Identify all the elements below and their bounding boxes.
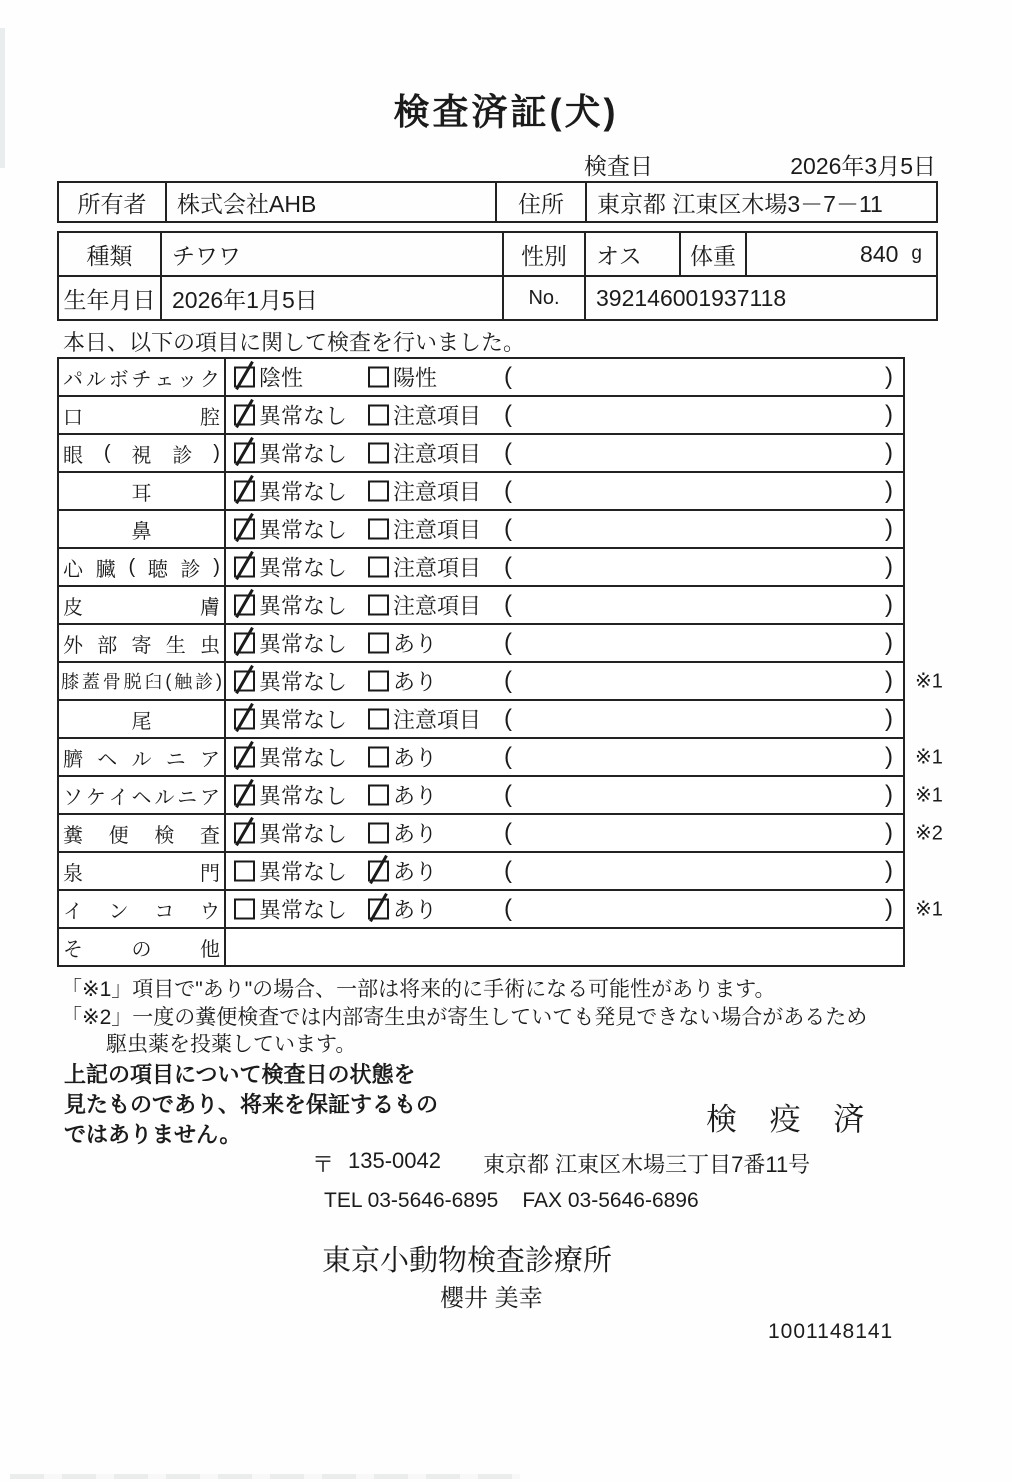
option2: [368, 628, 437, 659]
paren-close: ): [885, 439, 893, 466]
checkbox-caution: [368, 443, 389, 464]
checkbox-present: [368, 671, 389, 692]
inspection-row-parvo: [57, 357, 905, 397]
address-label: 住所: [497, 183, 587, 221]
inspection-row-skin: [57, 585, 905, 625]
option2-label: 注意項目: [393, 441, 482, 467]
checkbox-present: [368, 633, 389, 654]
paren-open: (: [504, 743, 512, 770]
paren-close: ): [885, 363, 893, 390]
item-label: 糞 便 検 査: [63, 824, 220, 847]
fax-number: FAX 03-5646-6896: [522, 1189, 699, 1212]
checkbox-normal: [234, 823, 255, 844]
inspection-row-other: [57, 927, 905, 967]
option2: [368, 362, 437, 393]
paren-close: ): [885, 781, 893, 808]
disclaimer-line2: 見たものであり、将来を保証するもの: [64, 1092, 439, 1117]
breed-value: チワワ: [162, 233, 504, 275]
paren-open: (: [504, 667, 512, 694]
option2-label: あり: [393, 821, 438, 847]
checkbox-caution: [368, 481, 389, 502]
birthdate-value: 2026年1月5日: [162, 277, 504, 319]
item-label: 外 部 寄 生 虫: [63, 634, 220, 657]
paren-close: ): [885, 743, 893, 770]
item-label: 皮 膚: [63, 596, 220, 619]
paren-close: ): [885, 857, 893, 884]
footnote-1: 「※1」項目で"あり"の場合、一部は将来的に手術になる可能性があります。: [61, 978, 776, 1001]
inspection-row-inguinal-hernia: [57, 775, 943, 815]
paren-open: (: [504, 515, 512, 542]
inspection-row-heart: [57, 547, 905, 587]
item-label: そ の 他: [63, 938, 220, 961]
serial-number: 1001148141: [768, 1320, 894, 1343]
remark-note1: ※1: [915, 746, 943, 769]
checkbox-caution: [368, 709, 389, 730]
paren-close: ): [885, 667, 893, 694]
inspection-row-patella: [57, 661, 943, 701]
pet-table-row-2: [59, 275, 936, 319]
checkbox-normal: [234, 443, 255, 464]
weight-value: [747, 233, 936, 275]
checkbox-normal: [234, 861, 255, 882]
item-label: 心 臓 ( 聴 診 ): [63, 555, 220, 581]
clinic-name: 東京小動物検査診療所: [322, 1245, 613, 1277]
no-value: 392146001937118: [596, 284, 787, 311]
paren-open: (: [504, 705, 512, 732]
checkbox-caution: [368, 557, 389, 578]
remark-note1: ※1: [915, 898, 943, 921]
paren-open: (: [504, 363, 512, 390]
inspection-row-fecal-exam: [57, 813, 943, 853]
checkbox-normal: [234, 481, 255, 502]
pet-table: [57, 231, 938, 321]
option1-label: 異常なし: [259, 555, 348, 581]
birthdate-label: 生年月日: [59, 277, 162, 319]
option2: [368, 590, 481, 621]
item-label: イ ン コ ウ: [63, 900, 220, 923]
paren-open: (: [504, 477, 512, 504]
inspection-row-umbilical-hernia: [57, 737, 943, 777]
tel-fax-line: [324, 1189, 699, 1213]
postal-mark: 〒: [312, 1152, 335, 1177]
item-label: ソ ケ イ ヘ ル ニ ア: [63, 786, 220, 809]
item-label: 鼻: [131, 520, 152, 543]
option1: [234, 552, 347, 583]
option2-label: 注意項目: [393, 479, 482, 505]
owner-table: [57, 181, 938, 223]
paren-open: (: [504, 895, 512, 922]
option2: [368, 780, 437, 811]
weight-label: 体重: [681, 233, 747, 275]
remark-note2: ※2: [915, 822, 943, 845]
paren-close: ): [885, 477, 893, 504]
option2-label: 注意項目: [393, 555, 482, 581]
paren-close: ): [885, 629, 893, 656]
option1-label: 異常なし: [259, 745, 348, 771]
owner-label: 所有者: [59, 183, 167, 221]
item-label: 眼 ( 視 診 ): [63, 441, 220, 467]
option2: [368, 514, 481, 545]
other-empty-cell: [226, 929, 903, 965]
option2-label: 注意項目: [393, 403, 482, 429]
option1: [234, 362, 303, 393]
option2: [368, 552, 481, 583]
checkbox-normal: [234, 519, 255, 540]
checkbox-present: [368, 899, 389, 920]
option1: [234, 476, 347, 507]
item-label: 臍 ヘ ル ニ ア: [63, 748, 220, 771]
checkbox-normal: [234, 899, 255, 920]
paren-open: (: [504, 629, 512, 656]
option2-label: あり: [393, 745, 438, 771]
clinic-address: 東京都 江東区木場三丁目7番11号: [483, 1152, 811, 1177]
item-label: 尾: [131, 710, 152, 733]
option1-label: 異常なし: [259, 783, 348, 809]
checkbox-normal: [234, 671, 255, 692]
checkbox-caution: [368, 519, 389, 540]
option2: [368, 400, 481, 431]
option1: [234, 438, 347, 469]
no-label: No.: [504, 277, 586, 319]
pet-table-row-1: [59, 233, 936, 275]
checkbox-normal: [234, 633, 255, 654]
option2: [368, 438, 481, 469]
clinic-address-line: [312, 1148, 810, 1179]
option2-label: あり: [393, 631, 438, 657]
remark-note1: ※1: [915, 784, 943, 807]
option1: [234, 894, 347, 925]
owner-value: 株式会社AHB: [167, 183, 497, 221]
option2: [368, 476, 481, 507]
option1-label: 異常なし: [259, 669, 348, 695]
checkbox-positive: [368, 367, 389, 388]
inspection-row-nose: [57, 509, 905, 549]
inspection-row-tail: [57, 699, 905, 739]
paren-close: ): [885, 705, 893, 732]
inspection-date-row: [57, 148, 938, 179]
option1-label: 異常なし: [259, 859, 348, 885]
checkbox-caution: [368, 595, 389, 616]
item-label: 泉 門: [63, 862, 220, 885]
footnote-2-continued: 駆虫薬を投薬しています。: [106, 1033, 357, 1056]
option2: [368, 704, 481, 735]
tel-number: TEL 03-5646-6895: [324, 1189, 499, 1212]
option2: [368, 666, 437, 697]
option1-label: 異常なし: [259, 821, 348, 847]
option1: [234, 514, 347, 545]
option2: [368, 856, 437, 887]
weight-unit: g: [911, 243, 922, 264]
option1: [234, 856, 347, 887]
paren-open: (: [504, 553, 512, 580]
paren-open: (: [504, 781, 512, 808]
checkbox-present: [368, 785, 389, 806]
checkbox-present: [368, 823, 389, 844]
inspection-row-external-parasites: [57, 623, 905, 663]
paren-open: (: [504, 439, 512, 466]
scan-artifact: [10, 1474, 520, 1479]
inspection-row-oral: [57, 395, 905, 435]
option1-label: 異常なし: [259, 403, 348, 429]
option2: [368, 894, 437, 925]
option2: [368, 742, 437, 773]
option1: [234, 400, 347, 431]
option1: [234, 780, 347, 811]
paren-close: ): [885, 819, 893, 846]
option1: [234, 704, 347, 735]
postal-code: 135-0042: [348, 1148, 441, 1173]
option1-label: 異常なし: [259, 593, 348, 619]
checkbox-normal: [234, 405, 255, 426]
paren-close: ): [885, 515, 893, 542]
option1-label: 異常なし: [259, 631, 348, 657]
inspection-row-ears: [57, 471, 905, 511]
paren-open: (: [504, 591, 512, 618]
remark-note1: ※1: [915, 670, 943, 693]
sex-value: オス: [586, 233, 681, 275]
paren-open: (: [504, 819, 512, 846]
footnote-2: 「※2」一度の糞便検査では内部寄生虫が寄生していても発見できない場合があるため: [61, 1006, 868, 1029]
disclaimer-line1: 上記の項目について検査日の状態を: [64, 1062, 416, 1087]
inspection-row-fontanelle: [57, 851, 905, 891]
address-value: 東京都 江東区木場3－7－11: [597, 190, 883, 217]
veterinarian-name: 櫻井 美幸: [440, 1285, 543, 1312]
checkbox-present: [368, 861, 389, 882]
weight-number: 840: [860, 240, 899, 267]
paren-open: (: [504, 857, 512, 884]
inspection-date-label: 検査日: [584, 153, 653, 179]
option2-label: 注意項目: [393, 517, 482, 543]
paren-close: ): [885, 401, 893, 428]
option2: [368, 818, 437, 849]
page-title: 検査済証(犬): [393, 91, 619, 132]
disclaimer-line3: ではありません。: [64, 1122, 242, 1147]
paren-open: (: [504, 401, 512, 428]
paren-close: ): [885, 553, 893, 580]
option2-label: 注意項目: [393, 593, 482, 619]
paren-close: ): [885, 895, 893, 922]
option1-label: 異常なし: [259, 479, 348, 505]
option1-label: 異常なし: [259, 707, 348, 733]
checkbox-normal: [234, 557, 255, 578]
option1: [234, 742, 347, 773]
item-label: パ ル ボ チ ェ ッ ク: [63, 368, 220, 391]
option2-label: あり: [393, 783, 438, 809]
sex-label: 性別: [504, 233, 586, 275]
option1: [234, 818, 347, 849]
checkbox-normal: [234, 785, 255, 806]
option1: [234, 628, 347, 659]
paren-close: ): [885, 591, 893, 618]
option2-label: 陽性: [393, 365, 438, 391]
option1-label: 異常なし: [259, 517, 348, 543]
checkbox-normal: [234, 595, 255, 616]
breed-label: 種類: [59, 233, 162, 275]
option2-label: あり: [393, 669, 438, 695]
option1: [234, 666, 347, 697]
item-label: 口 腔: [63, 406, 220, 429]
checkbox-normal: [234, 709, 255, 730]
inspection-date-value: 2026年3月5日: [790, 153, 936, 179]
checkbox-negative: [234, 367, 255, 388]
option2-label: あり: [393, 859, 438, 885]
option1-label: 異常なし: [259, 897, 348, 923]
item-label: 耳: [131, 482, 152, 505]
option1: [234, 590, 347, 621]
option2-label: 注意項目: [393, 707, 482, 733]
inspection-row-inkou: [57, 889, 943, 929]
disclaimer: [64, 1060, 438, 1150]
inspection-table: [57, 357, 943, 967]
checkbox-present: [368, 747, 389, 768]
option1-label: 異常なし: [259, 441, 348, 467]
checkbox-caution: [368, 405, 389, 426]
inspection-row-eyes: [57, 433, 905, 473]
intro-sentence: 本日、以下の項目に関して検査を行いました。: [63, 330, 526, 355]
option1-label: 陰性: [259, 365, 304, 391]
quarantine-stamp: 検 疫 済: [706, 1102, 877, 1137]
item-label: 膝 蓋 骨 脱 臼 ( 触 診 ): [61, 670, 222, 692]
checkbox-normal: [234, 747, 255, 768]
option2-label: あり: [393, 897, 438, 923]
